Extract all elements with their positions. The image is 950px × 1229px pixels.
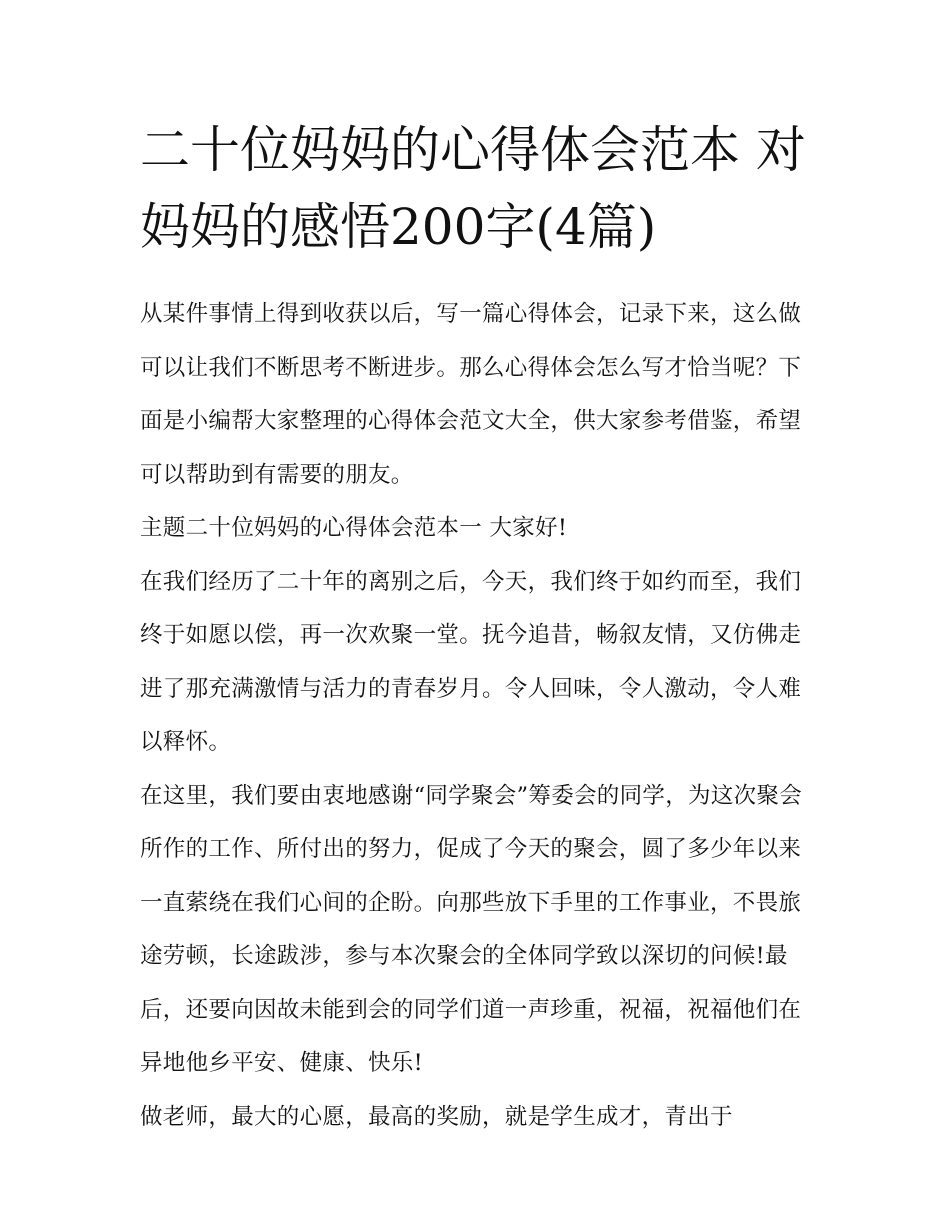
- paragraph-intro: 从某件事情上得到收获以后，写一篇心得体会，记录下来，这么做可以让我们不断思考不断进步。那么心得体会怎么写才恰当呢？下面是小编帮大家整理的心得体会范文大全，供大家参考借鉴，希望可以帮助到有需要的朋友。: [140, 301, 802, 488]
- paragraph-teacher: 做老师，最大的心愿，最高的奖励，就是学生成才，青出于: [140, 1103, 733, 1130]
- paragraph-heading: 主题二十位妈妈的心得体会范本一 大家好!: [140, 515, 568, 541]
- document-body: [140, 288, 820, 1144]
- document-title: 二十位妈妈的心得体会范本 对妈妈的感悟200字(4篇): [140, 121, 806, 256]
- paragraph-thanks: 在这里，我们要由衷地感谢“同学聚会”筹委会的同学，为这次聚会所作的工作、所付出的努力，促成了今天的聚会，圆了多少年以来一直萦绕在我们心间的企盼。向那些放下手里的工作事业，不畏旅途劳顿，长途跋涉，参与本次聚会的全体同学致以深切的问候!最后，还要向因故未能到会的同学们道一声珍重，祝福，祝福他们在异地他乡平安、健康、快乐!: [140, 782, 803, 1076]
- document-page: [140, 112, 820, 1144]
- paragraph-reunion: 在我们经历了二十年的离别之后，今天，我们终于如约而至，我们终于如愿以偿，再一次欢聚一堂。抚今追昔，畅叙友情，又仿佛走进了那充满激情与活力的青春岁月。令人回味，令人激动，令人难以释怀。: [140, 568, 802, 755]
